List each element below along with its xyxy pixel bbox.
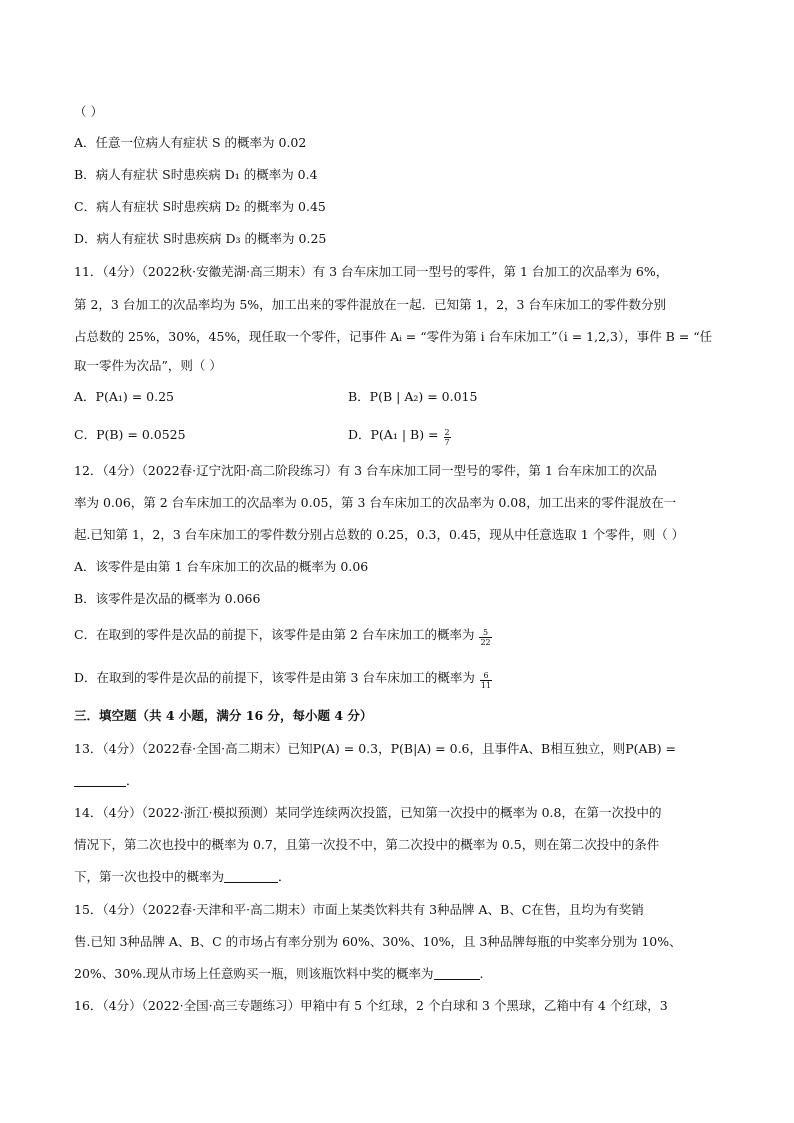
q13-line-1: 13．（4分）（2022春·全国·高二期末）已知P(A) = 0.3，P(B|A) = 0.6，且事件A、B相互独立，则P(AB) = [74,741,677,756]
fraction-5-22 [479,628,491,647]
q11-line-1: 11．（4分）（2022秋·安徽芜湖·高三期末）有 3 台车床加工同一型号的零件，第 1 台加工的次品率为 6%， [74,264,669,279]
q15-line-3 [74,966,484,982]
q10-option-b: B．病人有症状 S时患疾病 D₁ 的概率为 0.4 [74,167,318,182]
q11-option-d [348,427,451,447]
q11-line-3: 占总数的 25%，30%，45%，现任取一个零件，记事件 Aᵢ = “零件为第 i 台车床加工”（i = 1,2,3），事件 B = “任 [74,329,713,344]
q14-line-3-text: 下，第一次也投中的概率为 [74,869,225,884]
q10-option-c: C．病人有症状 S时患疾病 D₂ 的概率为 0.45 [74,199,326,214]
q16-line-1: 16．（4分）（2022·全国·高三专题练习）甲箱中有 5 个红球，2 个白球和 3 个黑球，乙箱中有 4 个红球，3 [74,998,668,1013]
q12-option-b: B．该零件是次品的概率为 0.066 [74,591,261,606]
section-3-heading: 三．填空题（共 4 小题，满分 16 分，每小题 4 分） [74,708,373,723]
q11-option-c: C．P(B) = 0.0525 [74,427,186,442]
fraction-6-11 [480,671,492,690]
q13-line-2 [74,773,139,789]
q14-line-1: 14．（4分）（2022·浙江·模拟预测）某同学连续两次投篮，已知第一次投中的概率为 0.8，在第一次投中的 [74,805,662,820]
fraction-denominator: 7 [444,438,450,447]
answer-blank [74,774,126,787]
q13-end: ． [126,773,139,788]
q11-option-b: B．P(B | A₂) = 0.015 [348,389,478,404]
answer-blank [224,870,278,883]
q11-line-4: 取一零件为次品”，则（ ） [74,358,222,373]
q15-line-3-text: 20%、30%.现从市场上任意购买一瓶，则该瓶饮料中奖的概率为 [74,966,434,981]
q12-line-1: 12．（4分）（2022春·辽宁沈阳·高二阶段练习）有 3 台车床加工同一型号的零件，第 1 台车床加工的次品 [74,463,657,478]
q15-line-2: 售.已知 3种品牌 A、B、C 的市场占有率分别为 60%、30%、10%，且 3种品牌每瓶的中奖率分别为 10%、 [74,934,682,949]
answer-blank [434,967,480,980]
q14-line-3 [74,869,291,885]
q10-answer-paren: （ ） [74,104,103,119]
q12-option-d [74,670,492,690]
fraction-denominator: 11 [480,681,492,690]
q14-line-2: 情况下，第二次也投中的概率为 0.7，且第一次投不中，第二次投中的概率为 0.5，则在第二次投中的条件 [74,837,660,852]
fraction-numerator: 2 [444,428,450,437]
q12-option-d-text: D．在取到的零件是次品的前提下，该零件是由第 3 台车床加工的概率为 [74,670,475,685]
q11-option-d-text: D．P(A₁ | B) = [348,427,439,442]
q12-line-2: 率为 0.06，第 2 台车床加工的次品率为 0.05，第 3 台车床加工的次品率为 0.08，加工出来的零件混放在一 [74,495,677,510]
q12-option-a: A．该零件是由第 1 台车床加工的次品的概率为 0.06 [74,559,369,574]
q12-option-c [74,627,492,647]
fraction-denominator: 22 [480,638,491,647]
fraction-2-7 [444,428,451,447]
q15-end: . [479,966,484,981]
fraction-numerator: 6 [480,671,492,681]
fraction-numerator: 5 [479,628,491,638]
q11-line-2: 第 2，3 台加工的次品率均为 5%，加工出来的零件混放在一起．已知第 1，2，3 台车床加工的零件数分别 [74,297,666,312]
q15-line-1: 15．（4分）（2022春·天津和平·高二期末）市面上某类饮料共有 3种品牌 A、B、C在售，且均为有奖销 [74,902,644,917]
q10-option-a: A．任意一位病人有症状 S 的概率为 0.02 [74,135,307,150]
q11-option-a: A．P(A₁) = 0.25 [74,389,174,404]
q14-end: ． [278,869,291,884]
q12-option-c-text: C．在取到的零件是次品的前提下，该零件是由第 2 台车床加工的概率为 [74,627,475,642]
q12-line-3: 起.已知第 1，2，3 台车床加工的零件数分别占总数的 0.25，0.3，0.45，现从中任意选取 1 个零件，则（ ） [74,527,685,542]
q10-option-d: D．病人有症状 S时患疾病 D₃ 的概率为 0.25 [74,231,327,246]
